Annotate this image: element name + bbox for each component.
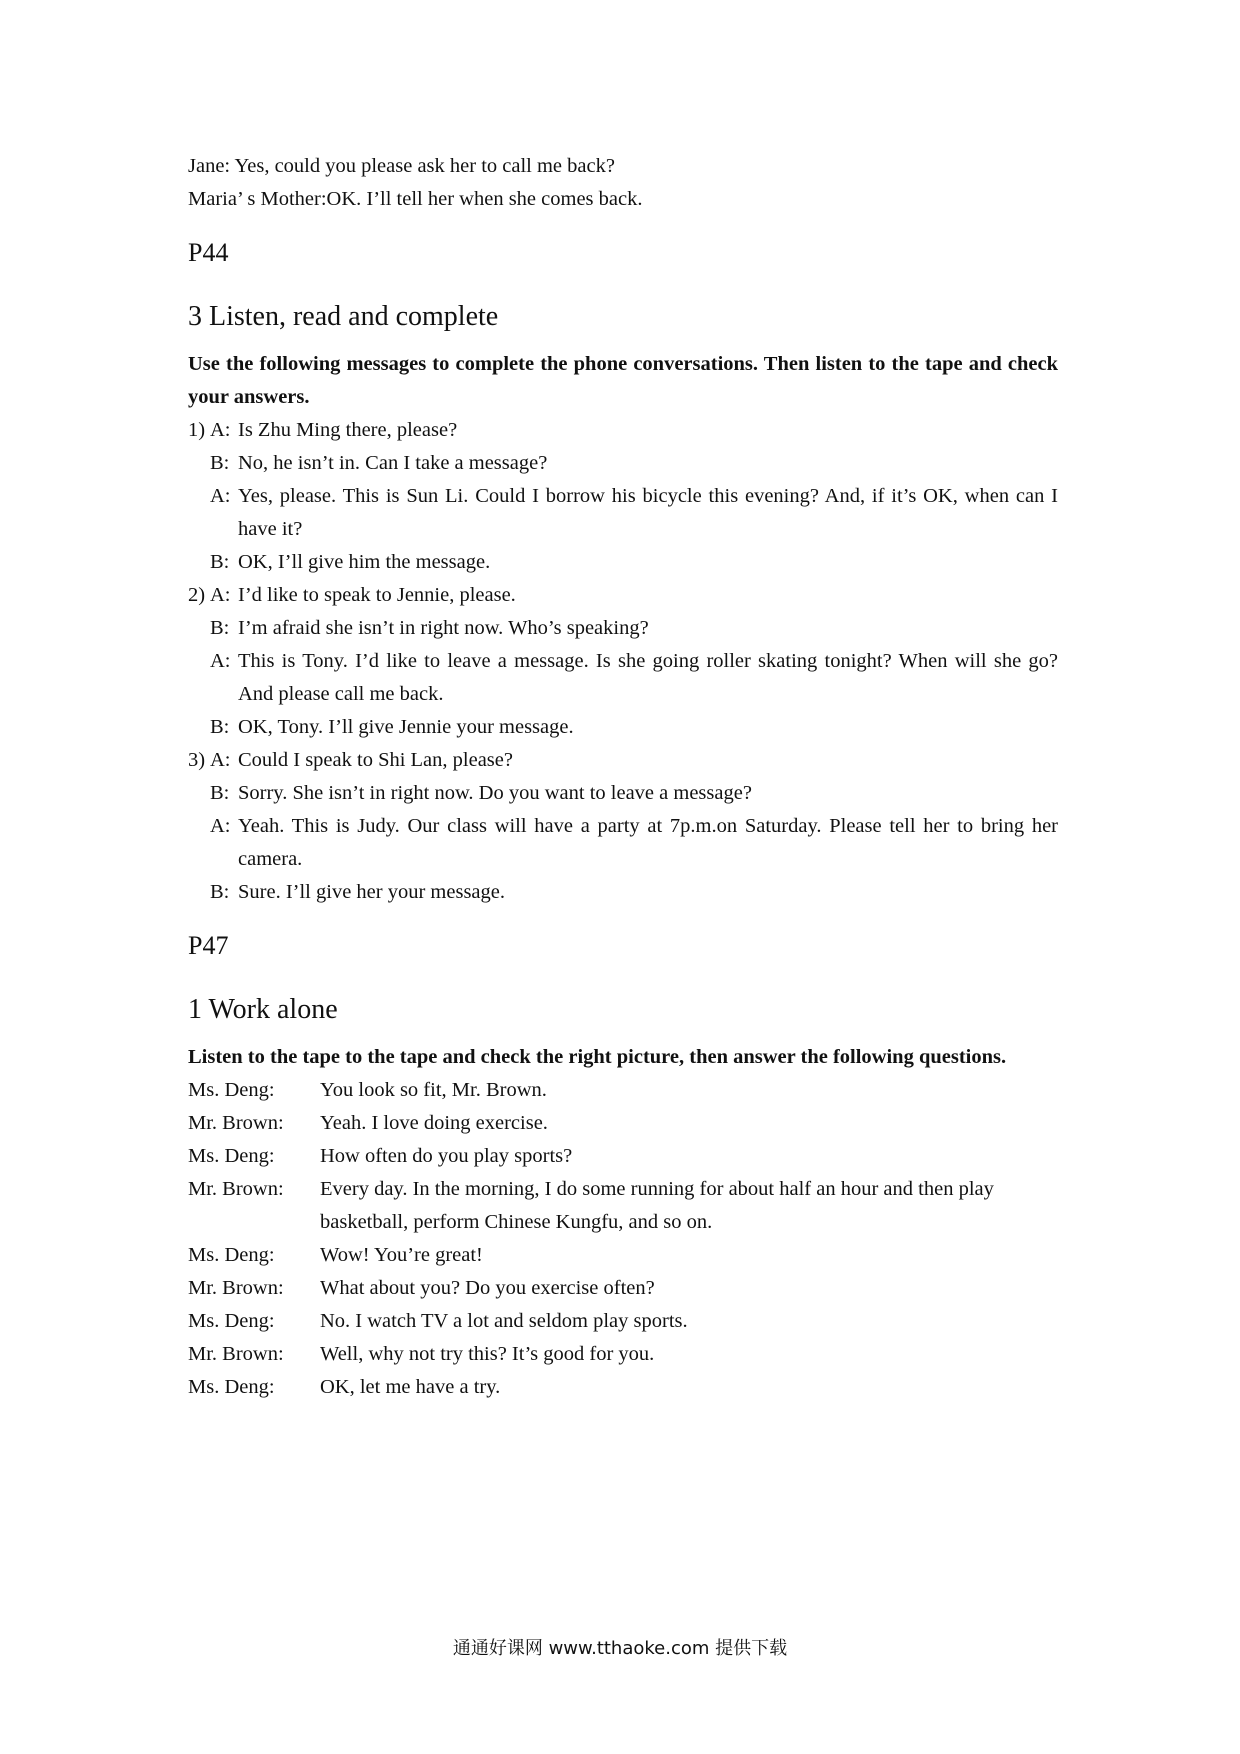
conversation-turn: [188, 546, 1058, 579]
conversation-turn: [188, 744, 1058, 777]
section-title-listen-read-complete: 3 Listen, read and complete: [188, 301, 499, 332]
footer-download-note: 通通好课网 www.tthaoke.com 提供下载: [452, 1638, 788, 1659]
intro-line-maria-mother: Maria’ s Mother:OK. I’ll tell her when she comes back.: [188, 188, 643, 210]
dialogue-text: Wow! You’re great!: [320, 1244, 483, 1266]
dialogue-deng-brown: [188, 1074, 1058, 1404]
conversation-turn: [188, 876, 1058, 909]
turn-text: Is Zhu Ming there, please?: [238, 419, 458, 441]
conversation-number: 2): [188, 584, 206, 606]
speaker-name: Ms. Deng:: [188, 1145, 275, 1167]
page-content: [188, 150, 1058, 1404]
turn-text: Yeah. This is Judy. Our class will have a party at 7p.m.on Saturday. Please tell her to bring her camera.: [238, 815, 1058, 870]
speaker-label: B:: [210, 782, 230, 804]
dialogue-text: No. I watch TV a lot and seldom play sports.: [320, 1310, 688, 1332]
page-label-p44: P44: [188, 238, 229, 267]
turn-text: Could I speak to Shi Lan, please?: [238, 749, 513, 771]
speaker-name: Ms. Deng:: [188, 1244, 275, 1266]
conversation-turn: [188, 579, 1058, 612]
conversation-turn: [188, 645, 1058, 711]
speaker-label: A:: [210, 485, 231, 507]
dialogue-line: [188, 1239, 1058, 1272]
conversation-turn-body: [210, 414, 1058, 447]
conversation-turn: [188, 447, 1058, 480]
dialogue-line: [188, 1107, 1058, 1140]
turn-text: OK, I’ll give him the message.: [238, 551, 491, 573]
dialogue-line: [188, 1305, 1058, 1338]
dialogue-line: [188, 1371, 1058, 1404]
turn-text: Sure. I’ll give her your message.: [238, 881, 505, 903]
conversation-turn: [188, 810, 1058, 876]
dialogue-text: Yeah. I love doing exercise.: [320, 1112, 548, 1134]
dialogue-text: How often do you play sports?: [320, 1145, 573, 1167]
speaker-label: B:: [210, 551, 230, 573]
speaker-name: Mr. Brown:: [188, 1112, 284, 1134]
speaker-name: Mr. Brown:: [188, 1277, 284, 1299]
turn-text: No, he isn’t in. Can I take a message?: [238, 452, 548, 474]
instruction-p47: Listen to the tape to the tape and check the right picture, then answer the following questions.: [188, 1046, 1007, 1068]
turn-text: Sorry. She isn’t in right now. Do you want to leave a message?: [238, 782, 752, 804]
conversation-turn: [188, 777, 1058, 810]
dialogue-text: What about you? Do you exercise often?: [320, 1277, 655, 1299]
conversation-turn-body: [210, 579, 1058, 612]
conversation-turn: [188, 414, 1058, 447]
speaker-name: Ms. Deng:: [188, 1310, 275, 1332]
turn-text: I’m afraid she isn’t in right now. Who’s speaking?: [238, 617, 649, 639]
conversation-number: 3): [188, 749, 206, 771]
speaker-label: B:: [210, 452, 230, 474]
dialogue-text: OK, let me have a try.: [320, 1376, 501, 1398]
dialogue-text: You look so fit, Mr. Brown.: [320, 1079, 547, 1101]
speaker-name: Mr. Brown:: [188, 1178, 284, 1200]
conversation-turn: [188, 612, 1058, 645]
dialogue-text: Every day. In the morning, I do some running for about half an hour and then play basketball, perform Chinese Kungfu, and so on.: [320, 1178, 994, 1233]
intro-line-jane: Jane: Yes, could you please ask her to call me back?: [188, 155, 615, 177]
speaker-label: B:: [210, 716, 230, 738]
speaker-label: A:: [210, 584, 231, 606]
speaker-name: Mr. Brown:: [188, 1343, 284, 1365]
conversation-turn: [188, 480, 1058, 546]
speaker-label: A:: [210, 815, 231, 837]
dialogue-text: Well, why not try this? It’s good for you.: [320, 1343, 655, 1365]
turn-text: I’d like to speak to Jennie, please.: [238, 584, 516, 606]
page-label-p47: P47: [188, 931, 229, 960]
speaker-name: Ms. Deng:: [188, 1079, 275, 1101]
speaker-name: Ms. Deng:: [188, 1376, 275, 1398]
dialogue-line: [188, 1140, 1058, 1173]
speaker-label: A:: [210, 650, 231, 672]
instruction-p44: Use the following messages to complete the phone conversations. Then listen to the tape and check your answers.: [188, 353, 1058, 408]
conversation-turn-body: [210, 744, 1058, 777]
turn-text: OK, Tony. I’ll give Jennie your message.: [238, 716, 574, 738]
dialogue-line: [188, 1272, 1058, 1305]
phone-conversations: [188, 414, 1058, 909]
speaker-label: B:: [210, 881, 230, 903]
dialogue-line: [188, 1338, 1058, 1371]
dialogue-line: [188, 1173, 1058, 1239]
conversation-turn: [188, 711, 1058, 744]
conversation-number: 1): [188, 419, 206, 441]
speaker-label: A:: [210, 749, 231, 771]
turn-text: This is Tony. I’d like to leave a message. Is she going roller skating tonight? When will she go? And please call me back.: [238, 650, 1058, 705]
section-title-work-alone: 1 Work alone: [188, 994, 338, 1025]
speaker-label: B:: [210, 617, 230, 639]
speaker-label: A:: [210, 419, 231, 441]
dialogue-line: [188, 1074, 1058, 1107]
turn-text: Yes, please. This is Sun Li. Could I borrow his bicycle this evening? And, if it’s OK, when can I have it?: [238, 485, 1058, 540]
